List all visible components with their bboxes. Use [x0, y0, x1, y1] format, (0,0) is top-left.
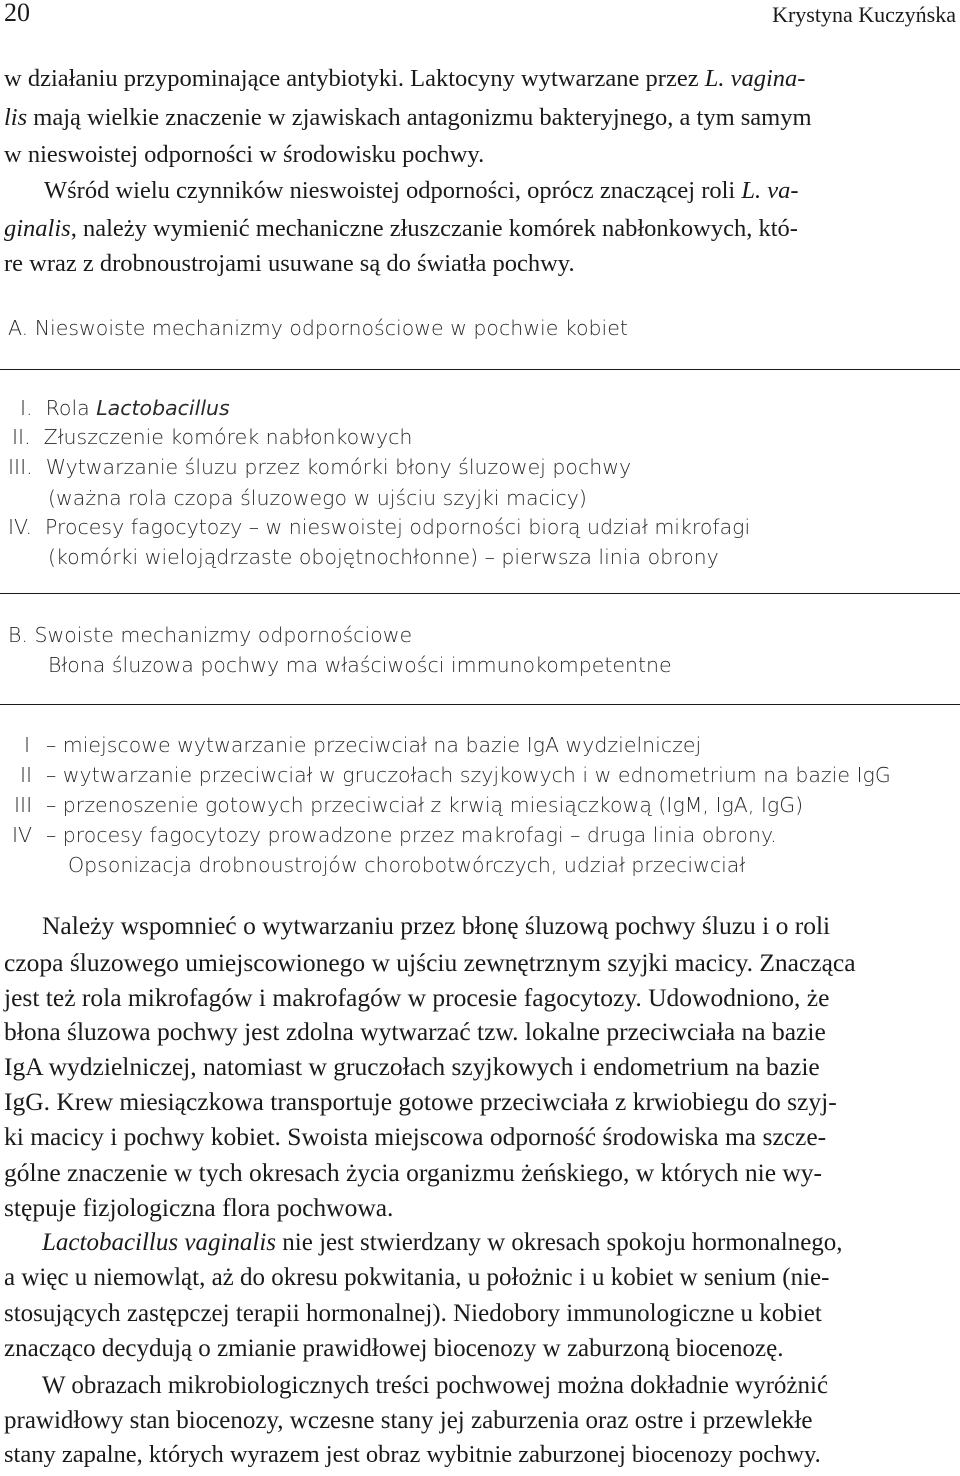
paragraph-2-line-3: jest też rola mikrofagów i makrofagów w procesie fagocytozy. Udowodniono, że [4, 983, 830, 1012]
paragraph-2-line-7: ki macicy i pochwy kobiet. Swoista miejscowa odporność środowiska ma szcze- [4, 1122, 827, 1151]
section-b-item-4-cont: Opsonizacja drobnoustrojów chorobotwórczych, udział przeciwciał [68, 853, 746, 877]
section-a-heading: A. Nieswoiste mechanizmy odpornościowe w pochwie kobiet [8, 316, 628, 340]
section-a-item-4-cont: (komórki wielojądrzaste obojętnochłonne) – pierwsza linia obrony [48, 545, 719, 569]
paragraph-4-line-1: W obrazach mikrobiologicznych treści pochwowej można dokładnie wyróżnić [42, 1372, 829, 1399]
paragraph-1-line-5: ginalis, należy wymienić mechaniczne złuszczanie komórek nabłonkowych, któ- [4, 215, 798, 242]
paragraph-1-line-1: w działaniu przypominające antybiotyki. Laktocyny wytwarzane przez L. vagina- [4, 65, 806, 92]
section-b-subheading: Błona śluzowa pochwy ma właściwości immunokompetentne [48, 653, 672, 677]
section-b-item-3-num: III [14, 793, 33, 817]
section-b-item-4: – procesy fagocytozy prowadzone przez makrofagi – druga linia obrony. [46, 823, 777, 847]
paragraph-2-line-4: błona śluzowa pochwy jest zdolna wytwarzać tzw. lokalne przeciwciała na bazie [4, 1017, 826, 1046]
rule-a-top [0, 369, 960, 370]
paragraph-3-line-2: a więc u niemowląt, aż do okresu pokwitania, u położnic i u kobiet w senium (nie- [4, 1264, 830, 1291]
paragraph-2-line-1: Należy wspomnieć o wytwarzaniu przez błonę śluzową pochwy śluzu i o roli [42, 911, 831, 940]
rule-b-top [0, 704, 960, 705]
section-a-item-3: III. Wytwarzanie śluzu przez komórki błony śluzowej pochwy [8, 455, 632, 479]
paragraph-4-line-2: prawidłowy stan biocenozy, wczesne stany jej zaburzenia oraz ostre i przewlekłe [4, 1407, 813, 1434]
paragraph-3-line-1: Lactobacillus vaginalis nie jest stwierdzany w okresach spokoju hormonalnego, [42, 1229, 843, 1256]
section-b-item-2-num: II [20, 763, 33, 787]
paragraph-3-line-4: znacząco decydują o zmianie prawidłowej biocenozy w zaburzoną biocenozę. [4, 1335, 784, 1362]
paragraph-2-line-6: IgG. Krew miesiączkowa transportuje gotowe przeciwciała z krwiobiegu do szyj- [4, 1087, 837, 1116]
paragraph-2-line-5: IgA wydzielniczej, natomiast w gruczołach szyjkowych i endometrium na bazie [4, 1052, 820, 1081]
section-a-item-3-cont: (ważna rola czopa śluzowego w ujściu szyjki macicy) [48, 486, 587, 510]
paragraph-4-line-3: stany zapalne, których wyrazem jest obraz wybitnie zaburzonej biocenozy pochwy. [4, 1441, 821, 1468]
page-number: 20 [4, 0, 30, 27]
paragraph-1-line-2: lis mają wielkie znaczenie w zjawiskach antagonizmu bakteryjnego, a tym samym [4, 104, 812, 131]
section-b-item-1-num: I [24, 733, 31, 757]
section-b-item-3: – przenoszenie gotowych przeciwciał z krwią miesiączkową (IgM, IgA, IgG) [46, 793, 804, 817]
paragraph-1-line-3: w nieswoistej odporności w środowisku pochwy. [4, 141, 485, 168]
section-a-item-1: I. Rola Lactobacillus [20, 396, 230, 420]
section-b-item-2: – wytwarzanie przeciwciał w gruczołach szyjkowych i w ednometrium na bazie IgG [46, 763, 891, 787]
section-b-heading: B. Swoiste mechanizmy odpornościowe [8, 623, 413, 647]
paragraph-1-line-4: Wśród wielu czynników nieswoistej odporności, oprócz znaczącej roli L. va- [44, 177, 799, 204]
running-head-author: Krystyna Kuczyńska [772, 2, 956, 27]
section-b-item-4-num: IV [12, 823, 33, 847]
paragraph-2-line-9: stępuje fizjologiczna flora pochwowa. [4, 1193, 394, 1222]
paragraph-2-line-8: gólne znaczenie w tych okresach życia organizmu żeńskiego, w których nie wy- [4, 1158, 823, 1187]
section-b-item-1: – miejscowe wytwarzanie przeciwciał na bazie IgA wydzielniczej [46, 733, 702, 757]
paragraph-3-line-3: stosujących zastępczej terapii hormonalnej). Niedobory immunologiczne u kobiet [4, 1300, 822, 1327]
section-a-item-4: IV. Procesy fagocytozy – w nieswoistej odporności biorą udział mikrofagi [8, 515, 751, 539]
paragraph-1-line-6: re wraz z drobnoustrojami usuwane są do światła pochwy. [4, 250, 575, 277]
paragraph-2-line-2: czopa śluzowego umiejscowionego w ujściu zewnętrznym szyjki macicy. Znacząca [4, 948, 856, 977]
section-a-item-2: II. Złuszczenie komórek nabłonkowych [12, 425, 413, 449]
rule-a-bottom [0, 593, 960, 594]
